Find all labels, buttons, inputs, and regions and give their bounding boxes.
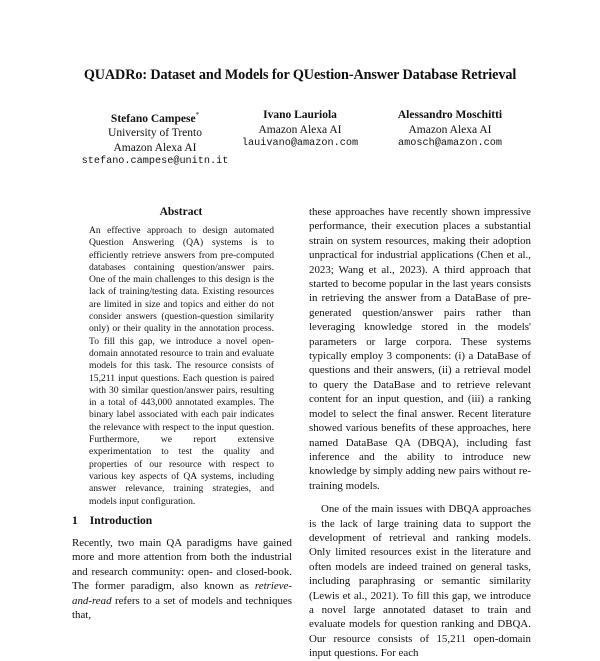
author-name: Alessandro Moschitti xyxy=(397,109,503,121)
author-affiliation: Amazon Alexa AI xyxy=(113,141,197,154)
paper-title: QUADRo: Dataset and Models for QUestion-Answer Database Retrieval xyxy=(83,67,517,83)
author-email[interactable]: amosch@amazon.com xyxy=(398,138,502,149)
author-block-lauriola xyxy=(225,108,375,152)
author-footnote-mark: * xyxy=(195,111,200,119)
author-email[interactable]: lauivano@amazon.com xyxy=(241,138,359,149)
section-number: 1 xyxy=(72,515,78,527)
author-email[interactable]: stefano.campese@unitn.it xyxy=(81,156,229,168)
author-block-campese xyxy=(70,108,240,170)
intro-italic-term: retrieve-and-read xyxy=(72,580,292,607)
author-name: Ivano Lauriola xyxy=(263,109,337,121)
section-heading-introduction xyxy=(72,515,152,527)
intro-paragraph: Recently, two main QA paradigms have gained more and more attention from both the industrial and research community: open- and closed-book. The former paradigm, also known as retrieve-and-read refers to a set of models and techniques that, xyxy=(72,537,292,622)
author-affiliation: University of Trento xyxy=(108,127,202,140)
right-paragraph: One of the main issues with DBQA approaches is the lack of large training data to support the development of retrieval and ranking models. Only limited resources exist in the literature and often models are indeed trained on general tasks, including paraphrasing or semantic similarity (Lewis et al., 2021). To fill this gap, we introduce a novel large annotated dataset to train and evaluate models for question ranking and DBQA. Our resource consists of 15,211 open-domain input questions. For each xyxy=(309,503,531,660)
abstract-text: An effective approach to design automated Question Answering (QA) systems is to efficiently retrieve answers from pre-computed databases containing question/answer pairs. One of the main challenges to this design is the lack of training/testing data. Existing resources are limited in size and topics and either do not consider answers (question-question similarity only) or their quality in the annotation process. To fill this gap, we introduce a novel open-domain annotated resource to train and evaluate models for this task. The resource consists of 15,211 input questions. Each question is paired with 30 similar question/answer pairs, resulting in a total of 443,000 annotated examples. The binary label associated with each pair indicates the relevance with respect to the input question. Furthermore, we report extensive experimentation to test the quality and properties of our resource with respect to various key aspects of QA systems, including answer relevance, training strategies, and models input configuration. xyxy=(89,225,274,507)
author-affiliation: Amazon Alexa AI xyxy=(258,123,342,136)
author-affiliation: Amazon Alexa AI xyxy=(408,123,492,136)
abstract-heading: Abstract xyxy=(159,206,203,218)
author-block-moschitti xyxy=(370,108,530,152)
author-name: Stefano Campese* xyxy=(110,111,200,125)
section-title: Introduction xyxy=(89,515,153,527)
right-paragraph: these approaches have recently shown impressive performance, their execution places a substantial strain on system resources, making their adoption unpractical for industrial applications (Chen et al., 2023; Wang et al., 2023). A third approach that started to become popular in the last years consists in retrieving the answer from a DataBase of pre-generated question/answer pairs rather than leveraging knowledge stored in the models' parameters or large corpora. These systems typically employ 3 components: (i) a DataBase of questions and their answers, (ii) a retrieval model to query the DataBase and to retrieve relevant content for an input question, and (iii) a ranking model to select the final answer. Recent literature showed various benefits of these approaches, here named DataBase QA (DBQA), including fast inference and the ability to introduce new knowledge by simply adding new pairs without re-training models. xyxy=(309,206,531,492)
right-column xyxy=(309,205,531,661)
